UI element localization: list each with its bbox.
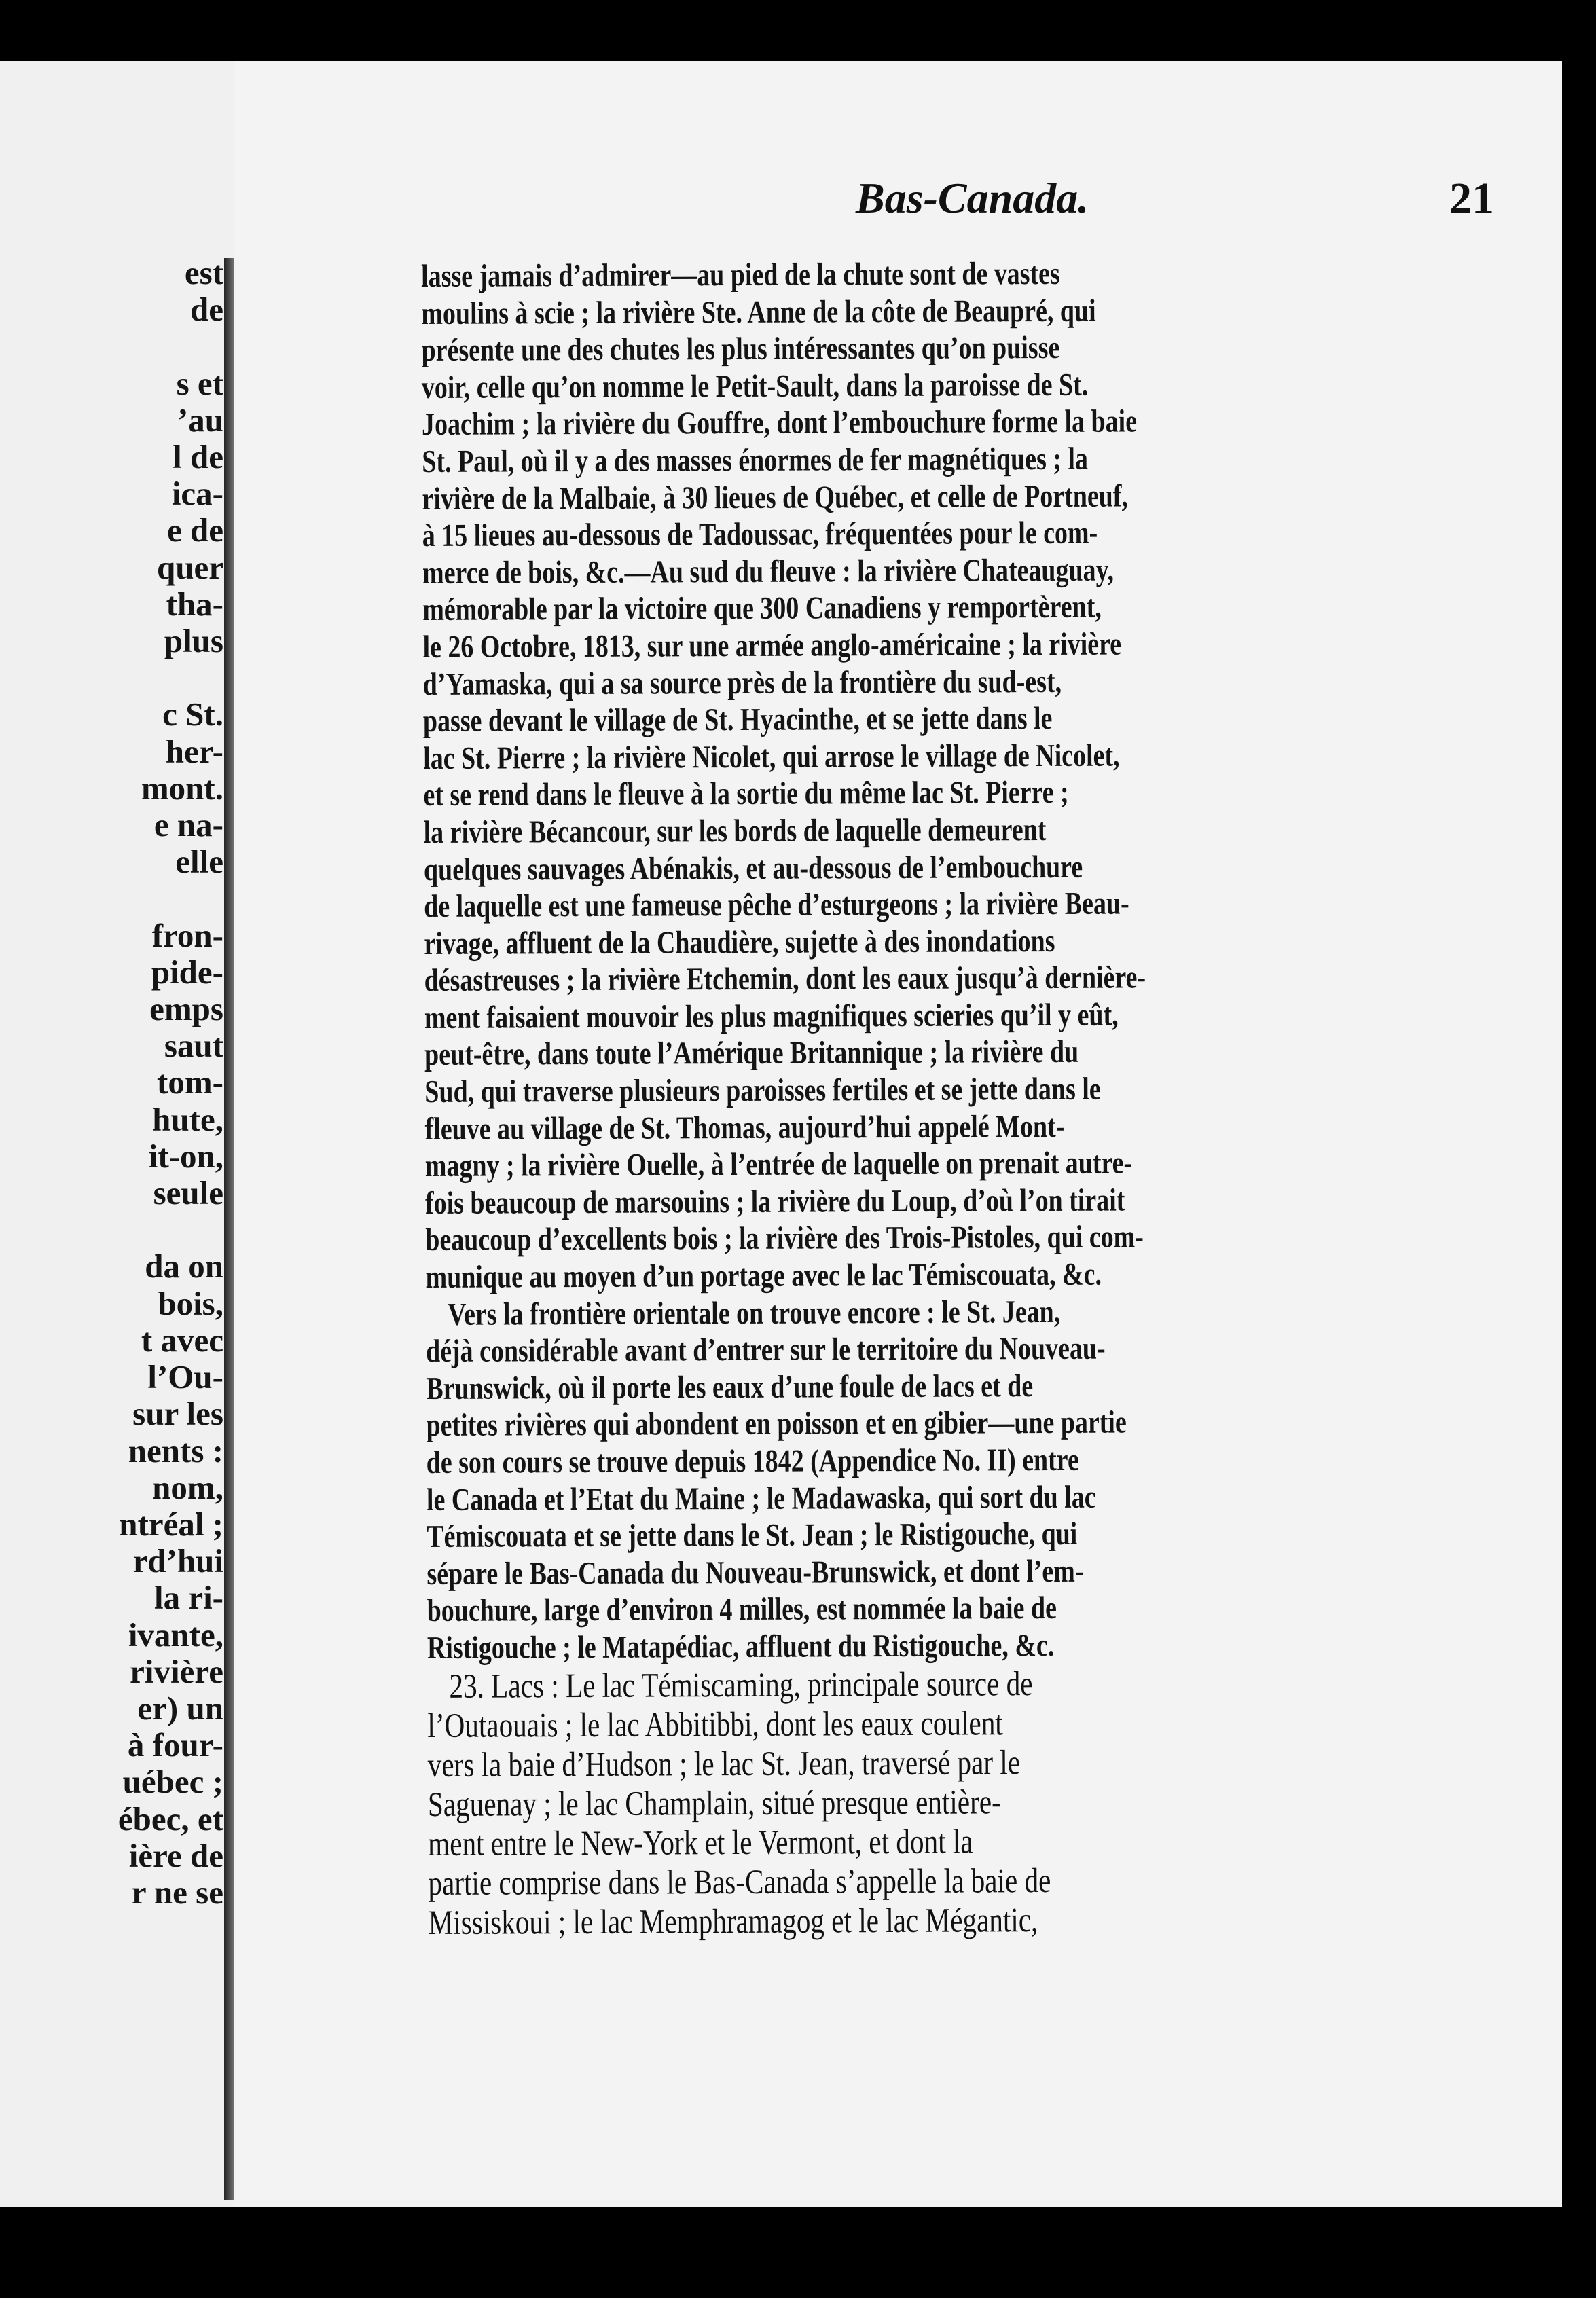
body-line: sépare le Bas-Canada du Nouveau-Brunswick, et dont l’em- <box>427 1553 1084 1592</box>
left-page-line: tom- <box>157 1063 223 1101</box>
body-line: Brunswick, où il porte les eaux d’une foule de lacs et de <box>426 1368 1034 1406</box>
body-line: ment faisaient mouvoir les plus magnifiques scieries qu’il y eût, <box>424 997 1119 1036</box>
left-page-line <box>118 1211 223 1248</box>
body-line: la rivière Bécancour, sur les bords de laquelle demeurent <box>423 811 1047 850</box>
left-page-line: nents : <box>128 1431 223 1470</box>
body-line: Ristigouche ; le Matapédiac, affluent du Ristigouche, &c. <box>427 1627 1055 1666</box>
left-page-line: seule <box>153 1174 223 1212</box>
left-page-line: s et <box>176 364 223 402</box>
body-line: de laquelle est une fameuse pêche d’esturgeons ; la rivière Beau- <box>424 886 1129 925</box>
left-page-line: saut <box>164 1027 223 1065</box>
body-line: beaucoup d’excellents bois ; la rivière des Trois-Pistoles, qui com- <box>425 1219 1144 1258</box>
body-line: rivage, affluent de la Chaudière, sujette à des inondations <box>424 923 1055 962</box>
body-line: Sud, qui traverse plusieurs paroisses fertiles et se jette dans le <box>424 1071 1101 1110</box>
left-page-line: bois, <box>158 1284 223 1322</box>
body-line: magny ; la rivière Ouelle, à l’entrée de laquelle on prenait autre- <box>424 1145 1133 1184</box>
body-line: munique au moyen d’un portage avec le lac Témiscouata, &c. <box>425 1256 1102 1296</box>
body-line: lasse jamais d’admirer—au pied de la chute sont de vastes <box>421 255 1060 294</box>
left-page-line: r ne se <box>131 1873 223 1911</box>
left-page-line: est <box>184 254 223 291</box>
left-page-line: de <box>190 291 223 329</box>
body-line: et se rend dans le fleuve à la sortie du même lac St. Pierre ; <box>423 775 1069 814</box>
body-line: St. Paul, où il y a des masses énormes de fer magnétiques ; la <box>422 441 1089 479</box>
left-page-line: l de <box>173 438 223 476</box>
body-line: Saguenay ; le lac Champlain, situé presque entière- <box>427 1783 1001 1824</box>
left-page-line: elle <box>175 843 223 881</box>
left-page-line <box>118 328 223 365</box>
left-page-line: t avec <box>141 1321 223 1359</box>
body-line: désastreuses ; la rivière Etchemin, dont les eaux jusqu’à dernière- <box>424 960 1146 999</box>
body-line: Témiscouata et se jette dans le St. Jean ; le Ristigouche, qui <box>427 1516 1078 1555</box>
body-line: l’Outaouais ; le lac Abbitibbi, dont les eaux coulent <box>427 1704 1003 1745</box>
body-line: fois beaucoup de marsouins ; la rivière du Loup, d’où l’on tirait <box>424 1182 1125 1221</box>
left-page-line: ica- <box>171 475 223 513</box>
body-line: petites rivières qui abondent en poisson et en gibier—une partie <box>426 1404 1127 1444</box>
left-page-line: nom, <box>152 1468 223 1506</box>
left-page-line: rivière <box>130 1652 223 1690</box>
body-line: présente une des chutes les plus intéressantes qu’on puisse <box>421 330 1060 369</box>
left-page-line: da on <box>145 1247 223 1285</box>
body-line: à 15 lieues au-dessous de Tadoussac, fréquentées pour le com- <box>422 515 1098 554</box>
left-page <box>0 61 238 2207</box>
body-text <box>421 253 1562 1943</box>
left-page-line: c St. <box>162 695 223 733</box>
body-line: Joachim ; la rivière du Gouffre, dont l’embouchure forme la baie <box>421 403 1138 443</box>
body-line: merce de bois, &c.—Au sud du fleuve : la rivière Chateauguay, <box>422 552 1114 591</box>
left-page-line: mont. <box>141 769 223 807</box>
running-head: Bas-Canada. <box>856 174 1089 222</box>
left-page-line: ébec, et <box>117 1800 223 1838</box>
body-line: d’Yamaska, qui a sa source près de la frontière du sud-est, <box>422 663 1062 702</box>
left-page-line: ière de <box>128 1836 223 1874</box>
left-page-line: tha- <box>166 585 223 623</box>
body-line: Vers la frontière orientale on trouve encore : le St. Jean, <box>447 1294 1061 1332</box>
page-number: 21 <box>1449 174 1494 223</box>
body-line: le 26 Octobre, 1813, sur une armée anglo-américaine ; la rivière <box>422 626 1122 665</box>
body-line: rivière de la Malbaie, à 30 lieues de Québec, et celle de Portneuf, <box>422 478 1129 517</box>
left-page-line: fron- <box>151 916 223 954</box>
page-header <box>234 173 1562 227</box>
left-page-line: e de <box>167 511 223 549</box>
body-line: quelques sauvages Abénakis, et au-dessous de l’embouchure <box>423 849 1083 888</box>
left-page-line: it-on, <box>148 1137 223 1175</box>
left-page-line: plus <box>164 622 223 660</box>
left-page-line: emps <box>149 990 223 1028</box>
left-page-line: à four- <box>127 1726 223 1764</box>
body-line: de son cours se trouve depuis 1842 (Appendice No. II) entre <box>426 1442 1079 1480</box>
body-line: Missiskoui ; le lac Memphramagog et le lac Mégantic, <box>428 1901 1038 1942</box>
body-line: bouchure, large d’environ 4 milles, est nommée la baie de <box>427 1590 1057 1629</box>
left-page-line: ntréal ; <box>119 1505 223 1543</box>
right-page <box>234 61 1562 2207</box>
body-line: passe devant le village de St. Hyacinthe, et se jette dans le <box>422 701 1053 740</box>
left-page-line <box>118 659 223 696</box>
body-line: 23. Lacs : Le lac Témiscaming, principale source de <box>449 1664 1033 1706</box>
body-line: moulins à scie ; la rivière Ste. Anne de la côte de Beaupré, qui <box>421 293 1096 331</box>
body-line: vers la baie d’Hudson ; le lac St. Jean, traversé par le <box>427 1743 1021 1785</box>
body-line: ment entre le New-York et le Vermont, et dont la <box>428 1823 973 1863</box>
left-page-line: sur les <box>132 1395 223 1433</box>
left-page-line: e na- <box>153 806 223 844</box>
left-page-line: ’au <box>177 401 223 439</box>
left-page-line: er) un <box>137 1689 223 1727</box>
left-page-line: ivante, <box>128 1616 223 1654</box>
left-page-text <box>118 255 223 1911</box>
left-page-line: her- <box>165 732 223 770</box>
left-page-line: pide- <box>151 953 223 991</box>
body-line: peut-être, dans toute l’Amérique Britannique ; la rivière du <box>424 1034 1079 1073</box>
left-page-line: la ri- <box>153 1579 223 1617</box>
body-line: mémorable par la victoire que 300 Canadiens y remportèrent, <box>422 589 1102 628</box>
body-line: voir, celle qu’on nomme le Petit-Sault, dans la paroisse de St. <box>421 367 1089 405</box>
left-page-line: rd’hui <box>132 1542 223 1580</box>
body-line: partie comprise dans le Bas-Canada s’appelle la baie de <box>428 1861 1051 1903</box>
body-line: le Canada et l’Etat du Maine ; le Madawaska, qui sort du lac <box>426 1479 1096 1518</box>
left-page-line: quer <box>157 548 223 586</box>
left-page-line: l’Ou- <box>147 1358 223 1396</box>
left-page-line: uébec ; <box>122 1763 223 1801</box>
left-page-line <box>118 880 223 917</box>
left-page-line: hute, <box>152 1100 223 1138</box>
body-line: déjà considérable avant d’entrer sur le territoire du Nouveau- <box>425 1330 1106 1370</box>
body-line: fleuve au village de St. Thomas, aujourd’hui appelé Mont- <box>424 1108 1065 1147</box>
body-line: lac St. Pierre ; la rivière Nicolet, qui arrose le village de Nicolet, <box>423 737 1120 776</box>
